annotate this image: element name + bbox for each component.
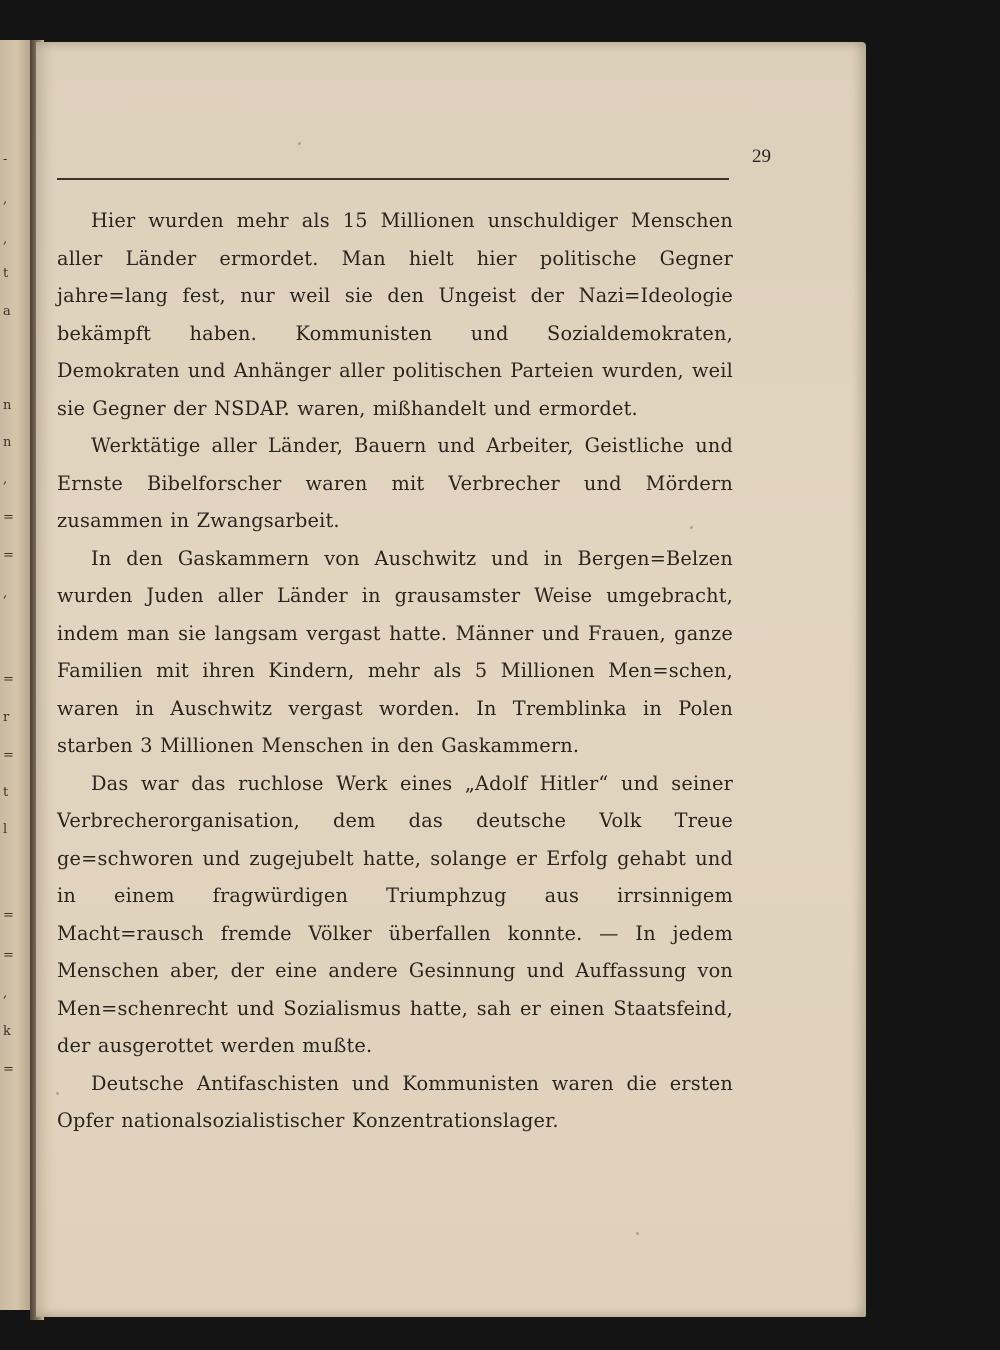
facing-page-fragment: = [3, 1062, 14, 1077]
page-number: 29 [752, 146, 771, 167]
facing-page-fragment: t [3, 785, 9, 800]
facing-page-fragment: , [3, 986, 8, 1001]
paper-speck [298, 142, 301, 145]
paper-speck [690, 526, 693, 529]
book-page [36, 42, 866, 1317]
facing-page-fragment: = [3, 748, 14, 763]
facing-page-fragment: k [3, 1024, 11, 1039]
facing-page-fragment: , [3, 472, 8, 487]
facing-page-fragment: t [3, 266, 9, 281]
header-rule [57, 178, 729, 180]
facing-page-fragment: , [3, 232, 8, 247]
paper-speck [636, 1232, 639, 1235]
facing-page-fragment: = [3, 548, 14, 563]
paper-speck [56, 1092, 59, 1095]
facing-page-fragment: r [3, 710, 10, 725]
facing-page-fragment: = [3, 948, 14, 963]
paragraph: Das war das ruchlose Werk eines „Adolf Hitler“ und seiner Verbrecherorganisation, dem das deutsche Volk Treue ge=schworen und zugejubelt hatte, solange er Erfolg gehabt und in einem fragwürdigen Triumphzug aus irrsinnigem Macht=rausch fremde Völker überfallen konnte. — In jedem Menschen aber, der eine andere Gesinnung und Auffassung von Men=schenrecht und Sozialismus hatte, sah er einen Staatsfeind, der ausgerottet werden mußte. [57, 771, 733, 1057]
facing-page-fragment: a [3, 304, 11, 319]
facing-page-fragment: , [3, 586, 8, 601]
facing-page-fragment: = [3, 908, 14, 923]
page-body-text [57, 202, 733, 1140]
facing-page-fragment: , [3, 192, 8, 207]
facing-page-edge [0, 40, 31, 1310]
facing-page-fragment: n [3, 398, 12, 413]
paragraph: Werktätige aller Länder, Bauern und Arbeiter, Geistliche und Ernste Bibelforscher waren mit Verbrecher und Mördern zusammen in Zwangsarbeit. [57, 434, 733, 532]
paragraph: Deutsche Antifaschisten und Kommunisten waren die ersten Opfer nationalsozialistischer Konzentrationslager. [57, 1071, 733, 1132]
facing-page-fragment: = [3, 672, 14, 687]
paragraph: In den Gaskammern von Auschwitz und in Bergen=Belzen wurden Juden aller Länder in grausamster Weise umgebracht, indem man sie langsam vergast hatte. Männer und Frauen, ganze Familien mit ihren Kindern, mehr als 5 Millionen Men=schen, waren in Auschwitz vergast worden. In Tremblinka in Polen starben 3 Millionen Menschen in den Gaskammern. [57, 546, 733, 757]
facing-page-fragment: l [3, 822, 8, 837]
facing-page-fragment: n [3, 435, 12, 450]
facing-page-fragment: - [3, 152, 8, 167]
facing-page-fragment: = [3, 510, 14, 525]
paragraph: Hier wurden mehr als 15 Millionen unschuldiger Menschen aller Länder ermordet. Man hielt hier politische Gegner jahre=lang fest, nur weil sie den Ungeist der Nazi=Ideologie bekämpft haben. Kommunisten und Sozialdemokraten, Demokraten und Anhänger aller politischen Parteien wurden, weil sie Gegner der NSDAP. waren, mißhandelt und ermordet. [57, 209, 733, 420]
